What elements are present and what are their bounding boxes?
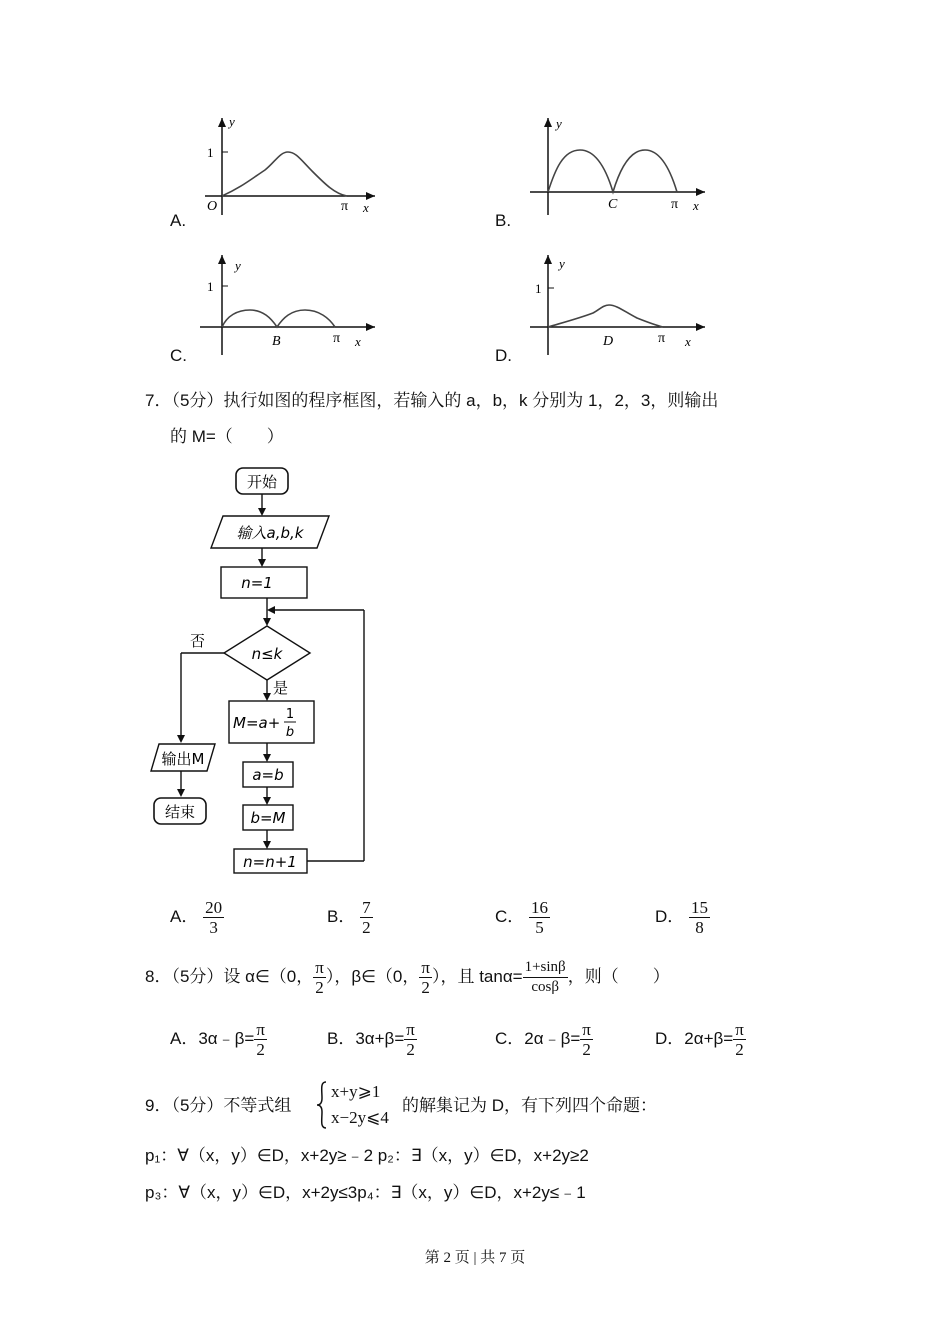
q7-option-c[interactable] (495, 898, 550, 937)
q7-option-a-den: 3 (209, 918, 218, 937)
q7-stem-line2: 的 M=（ ） (170, 427, 284, 446)
graph-d-x-label: x (685, 334, 691, 349)
flow-assign-b-label: b=M (250, 809, 286, 827)
flow-increment-label: n=n+1 (243, 853, 297, 871)
graph-d (525, 250, 715, 360)
q8-option-c-expr: 2α﹣β= (524, 1028, 581, 1048)
q8-option-c-letter: C． (495, 1028, 525, 1048)
page-footer: 第 2 页 | 共 7 页 (424, 1250, 526, 1266)
graph-b-tick-pi: π (671, 197, 679, 212)
q7-option-b-fraction (360, 898, 373, 937)
graph-a-origin: O (207, 199, 218, 214)
q8-option-d-half-pi (733, 1020, 746, 1059)
flow-assign-m-label: M=a+ (233, 714, 281, 732)
q7-option-b-num: 7 (362, 898, 371, 917)
graph-d-point-d: D (603, 334, 614, 349)
flow-decision-label: n≤k (251, 645, 283, 663)
graph-d-tick-pi: π (658, 331, 666, 346)
q8-two-1: 2 (315, 978, 324, 997)
flow-assign-m-den: b (285, 725, 295, 740)
q8-option-a-two: 2 (256, 1040, 265, 1059)
graph-d-tick-1: 1 (535, 281, 542, 296)
q8-option-b[interactable] (327, 1020, 417, 1059)
q8-mid2: ），且 tanα= (431, 966, 523, 986)
flow-end-label: 结束 (164, 803, 196, 821)
flow-input-label: 输入a,b,k (236, 524, 304, 542)
q7-option-b-letter: B． (327, 906, 356, 926)
q8-option-a-half-pi (254, 1020, 267, 1059)
q7-option-a-fraction (203, 898, 224, 937)
q8-pi-2: π (421, 958, 430, 977)
q7-option-c-letter: C． (495, 906, 525, 926)
flowchart (145, 460, 385, 880)
option-a-letter: A. (170, 211, 187, 230)
q8-suffix: ，则（ ） (567, 966, 670, 986)
q7-option-d-letter: D． (655, 906, 685, 926)
q8-option-a-letter: A． (170, 1028, 199, 1048)
graph-c-tick-1: 1 (207, 279, 214, 294)
option-d-letter: D. (495, 346, 512, 365)
q8-option-b-letter: B． (327, 1028, 356, 1048)
q9-propositions-line1: p₁：∀（x，y）∈D，x+2y≥﹣2 p₂：∃（x，y）∈D，x+2y≥2 (145, 1146, 589, 1165)
q8-option-a-expr: 3α﹣β= (198, 1028, 255, 1048)
q7-stem-line1: 7．（5分）执行如图的程序框图，若输入的 a，b，k 分别为 1，2，3，则输出 (145, 391, 719, 410)
graph-a (195, 110, 385, 220)
q8-option-d-expr: 2α+β= (684, 1028, 734, 1048)
option-c-letter: C. (170, 346, 187, 365)
q8-option-c-two: 2 (582, 1040, 591, 1059)
q7-option-a-num: 20 (205, 898, 223, 917)
graph-c-tick-pi: π (333, 331, 341, 346)
graph-b-x-label: x (693, 198, 699, 213)
q8-stem (145, 958, 670, 997)
q7-option-c-num: 16 (531, 898, 549, 917)
q8-two-2: 2 (421, 978, 430, 997)
graph-d-y-label: y (559, 256, 565, 271)
q8-option-b-pi: π (406, 1020, 415, 1039)
q8-mid1: ），β∈（0， (325, 966, 420, 986)
graph-a-y-label: y (229, 114, 235, 129)
flow-assign-m-num: 1 (285, 707, 295, 722)
graph-c-point-b: B (272, 334, 281, 349)
graph-a-x-label: x (363, 200, 369, 215)
q8-option-d[interactable] (655, 1020, 746, 1059)
flow-start-label: 开始 (246, 473, 278, 491)
q7-option-d-num: 15 (691, 898, 709, 917)
graph-b-point-c: C (608, 197, 618, 212)
q9-ineq1: x+y⩾1 (331, 1082, 381, 1101)
q8-option-d-two: 2 (735, 1040, 744, 1059)
graph-c-y-label: y (235, 258, 241, 273)
q8-prefix: 8．（5分）设 α∈（0， (145, 966, 314, 986)
q8-tan-fraction (523, 958, 568, 997)
graph-c-x-label: x (355, 334, 361, 349)
option-b-letter: B. (495, 211, 512, 230)
q9-prefix: 9．（5分）不等式组 (145, 1096, 292, 1115)
q7-option-c-den: 5 (535, 918, 544, 937)
graph-b-y-label: y (556, 116, 562, 131)
flow-init-label: n=1 (241, 574, 273, 592)
q7-option-a[interactable] (170, 898, 224, 937)
q9-propositions-line2: p₃：∀（x，y）∈D，x+2y≤3p₄：∃（x，y）∈D，x+2y≤﹣1 (145, 1183, 586, 1202)
flow-yes-label: 是 (273, 679, 289, 697)
q7-option-b[interactable] (327, 898, 373, 937)
q8-option-d-pi: π (735, 1020, 744, 1039)
q9-system-brace (316, 1080, 328, 1130)
q8-pi-1: π (315, 958, 324, 977)
flow-no-label: 否 (190, 632, 206, 650)
q8-half-pi-2 (419, 958, 432, 997)
graph-a-tick-1: 1 (207, 145, 214, 160)
q8-option-b-half-pi (404, 1020, 417, 1059)
q8-half-pi-1 (313, 958, 326, 997)
q7-option-a-letter: A． (170, 906, 199, 926)
q9-suffix: 的解集记为 D，有下列四个命题： (402, 1096, 657, 1115)
q8-option-a-pi: π (256, 1020, 265, 1039)
graph-c (195, 250, 385, 360)
q7-option-c-fraction (529, 898, 550, 937)
q8-tan-den: cosβ (531, 979, 559, 995)
graph-b (525, 110, 715, 220)
q8-option-c-half-pi (580, 1020, 593, 1059)
flow-assign-a-label: a=b (252, 766, 284, 784)
q7-option-d[interactable] (655, 898, 710, 937)
q8-option-b-expr: 3α+β= (355, 1028, 405, 1048)
q8-option-d-letter: D． (655, 1028, 685, 1048)
q8-option-c[interactable] (495, 1020, 593, 1059)
q8-tan-num: 1+sinβ (523, 958, 568, 978)
q7-option-b-den: 2 (362, 918, 371, 937)
q8-option-b-two: 2 (406, 1040, 415, 1059)
graph-a-tick-pi: π (341, 199, 349, 214)
q9-ineq2: x−2y⩽4 (331, 1108, 389, 1127)
q7-option-d-den: 8 (695, 918, 704, 937)
flow-output-label: 输出M (161, 750, 205, 768)
q8-option-c-pi: π (582, 1020, 591, 1039)
q8-option-a[interactable] (170, 1020, 267, 1059)
q7-option-d-fraction (689, 898, 710, 937)
